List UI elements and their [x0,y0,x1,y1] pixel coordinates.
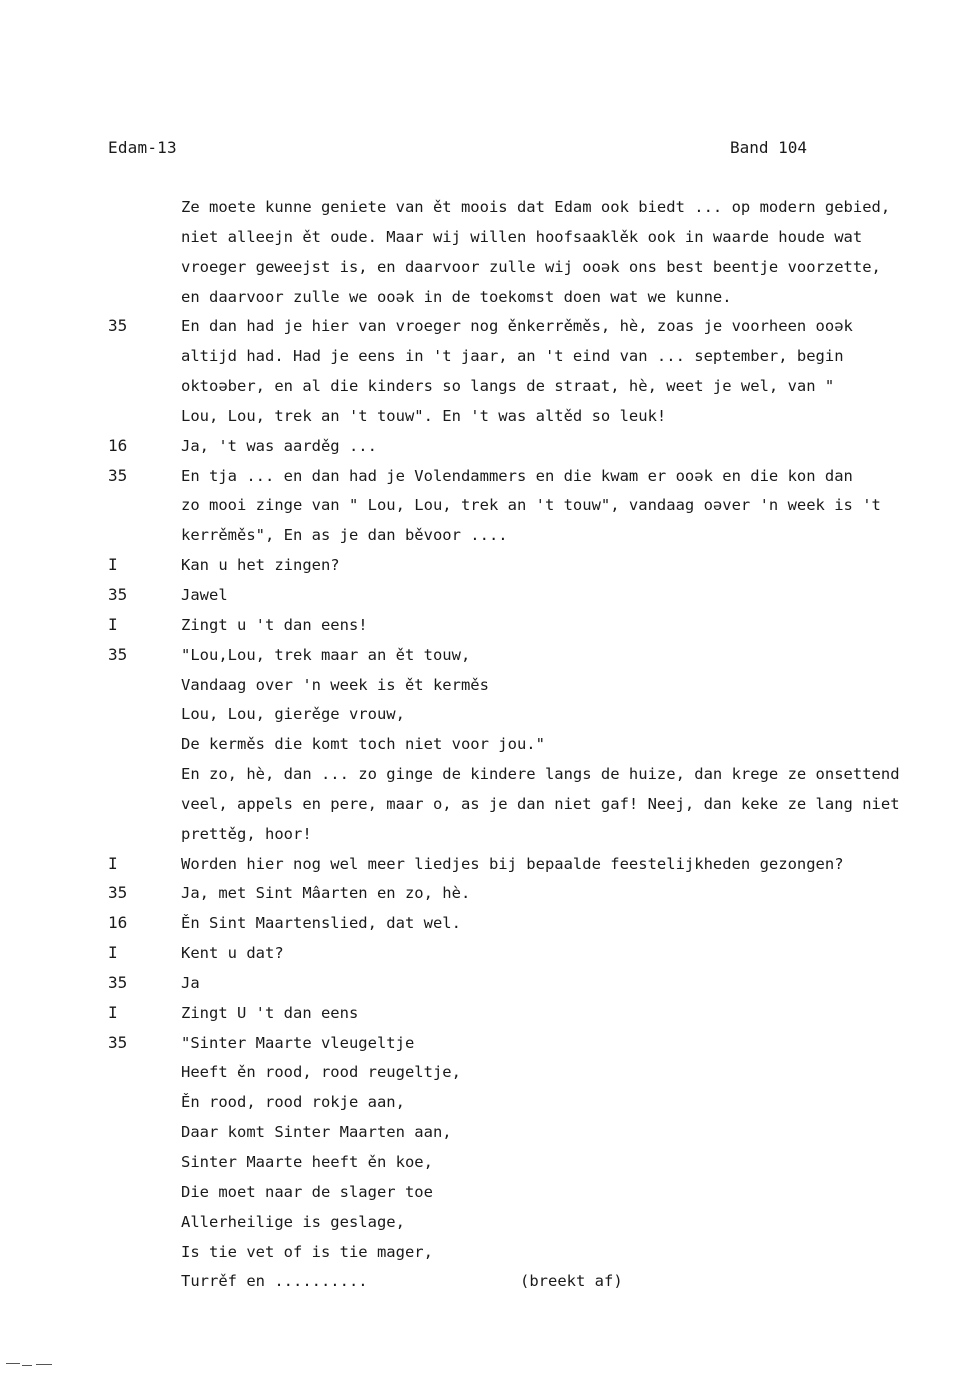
transcript-line [0,344,966,374]
utterance-text: Ze moete kunne geniete van ět moois dat Edam ook biedt ... op modern gebied, [181,198,891,216]
utterance-text: En dan had je hier van vroeger nog ěnkerrěměs, hè, zoas je voorheen ooək [181,317,853,336]
transcript-line [0,971,966,1001]
transcript-line [0,255,966,285]
transcript-line [0,762,966,792]
transcript-line [0,792,966,822]
speaker-label: 16 [108,913,128,933]
speaker-label: I [108,1002,118,1022]
transcript-line [0,1001,966,1031]
utterance-text: vroeger geweejst is, en daarvoor zulle wij ooək ons best beentje voorzette, [181,257,881,276]
utterance-text: "Lou,Lou, trek maar an ět touw, [181,645,471,664]
transcript-line [0,822,966,852]
speaker-label: 16 [108,435,128,455]
utterance-text: Worden hier nog wel meer liedjes bij bepaalde feestelijkheden gezongen? [181,854,844,873]
utterance-text: En zo, hè, dan ... zo ginge de kindere langs de huize, dan krege ze onsettend [181,765,900,784]
utterance-text: Lou, Lou, gierěge vrouw, [181,705,405,724]
utterance-text: Allerheilige is geslage, [181,1212,405,1231]
utterance-text: altijd had. Had je eens in 't jaar, an 't eind van ... september, begin [181,347,844,366]
transcript-line [0,643,966,673]
document-id: Edam-13 [108,138,177,157]
transcript-line [0,1180,966,1210]
transcript-line [0,1120,966,1150]
transcript-line [0,1031,966,1061]
speaker-label: 35 [108,1032,128,1052]
transcript-line [0,195,966,225]
utterance-text: Vandaag over 'n week is ět kerměs [181,675,489,694]
utterance-text: Ja, met Sint Mâarten en zo, hè. [181,884,471,903]
utterance-text: niet alleejn ět oude. Maar wij willen hoofsaaklěk ook in waarde houde wat [181,227,863,246]
utterance-text: Sinter Maarte heeft ěn koe, [181,1153,433,1171]
utterance-text: "Sinter Maarte vleugeltje [181,1033,415,1052]
utterance-text: Lou, Lou, trek an 't touw". En 't was altěd so leuk! [181,406,667,425]
transcript-line [0,613,966,643]
utterance-text: Daar komt Sinter Maarten aan, [181,1123,452,1142]
transcript-line [0,434,966,464]
transcript-line [0,732,966,762]
utterance-text: prettěg, hoor! [181,824,312,843]
speaker-label: 35 [108,584,128,604]
utterance-text: Ěn rood, rood rokje aan, [181,1093,405,1112]
utterance-text: Ja, 't was aarděg ... [181,436,377,455]
transcript-line [0,673,966,703]
transcript-line [0,225,966,255]
transcript-line [0,911,966,941]
transcript-line [0,881,966,911]
utterance-text: Ěn Sint Maartenslied, dat wel. [181,914,461,933]
speaker-label: 35 [108,972,128,992]
transcript-line [0,941,966,971]
transcript-line [0,404,966,434]
utterance-text: Turrěf en .......... [181,1272,368,1291]
transcript-line [0,1150,966,1180]
transcript-line [0,523,966,553]
utterance-text: Kan u het zingen? [181,556,340,575]
transcript-line [0,1240,966,1270]
margin-scribble [0,1362,60,1368]
transcript-body [0,195,966,1299]
transcript-line [0,1090,966,1120]
transcript-line [0,374,966,404]
transcript-line [0,493,966,523]
speaker-label: I [108,943,118,963]
speaker-label: I [108,614,118,634]
utterance-text: Is tie vet of is tie mager, [181,1242,433,1261]
transcript-line [0,1210,966,1240]
utterance-text: Kent u dat? [181,944,284,963]
transcript-line [0,464,966,494]
utterance-text: Heeft ěn rood, rood reugeltje, [181,1063,461,1082]
transcript-line [0,1269,966,1299]
utterance-text: Zingt U 't dan eens [181,1003,359,1022]
utterance-text: kerrěměs", En as je dan běvoor .... [181,526,508,545]
speaker-label: 35 [108,644,128,664]
utterance-text: oktoəber, en al die kinders so langs de straat, hè, weet je wel, van " [181,377,835,396]
speaker-label: I [108,853,118,873]
utterance-text: Die moet naar de slager toe [181,1182,433,1201]
utterance-text: De kerměs die komt toch niet voor jou." [181,735,545,754]
utterance-text: veel, appels en pere, maar o, as je dan niet gaf! Neej, dan keke ze lang niet [181,794,900,813]
tape-number: Band 104 [730,138,808,157]
transcript-line [0,583,966,613]
transcript-line [0,314,966,344]
speaker-label: 35 [108,465,128,485]
transcript-line [0,852,966,882]
transcript-line [0,553,966,583]
speaker-label: 35 [108,883,128,903]
utterance-text: En tja ... en dan had je Volendammers en die kwam er ooək en die kon dan [181,466,853,485]
utterance-text: Zingt u 't dan eens! [181,615,368,634]
transcript-line [0,1060,966,1090]
utterance-text: zo mooi zinge van " Lou, Lou, trek an 't touw", vandaag oəver 'n week is 't [181,496,881,515]
utterance-text: Ja [181,973,200,992]
speaker-label: I [108,555,118,575]
transcript-line [0,702,966,732]
utterance-text: en daarvoor zulle we ooək in de toekomst doen wat we kunne. [181,287,732,306]
utterance-text: Jawel [181,585,228,604]
speaker-label: 35 [108,316,128,336]
transcript-line [0,285,966,315]
stage-direction: (breekt af) [520,1272,623,1291]
